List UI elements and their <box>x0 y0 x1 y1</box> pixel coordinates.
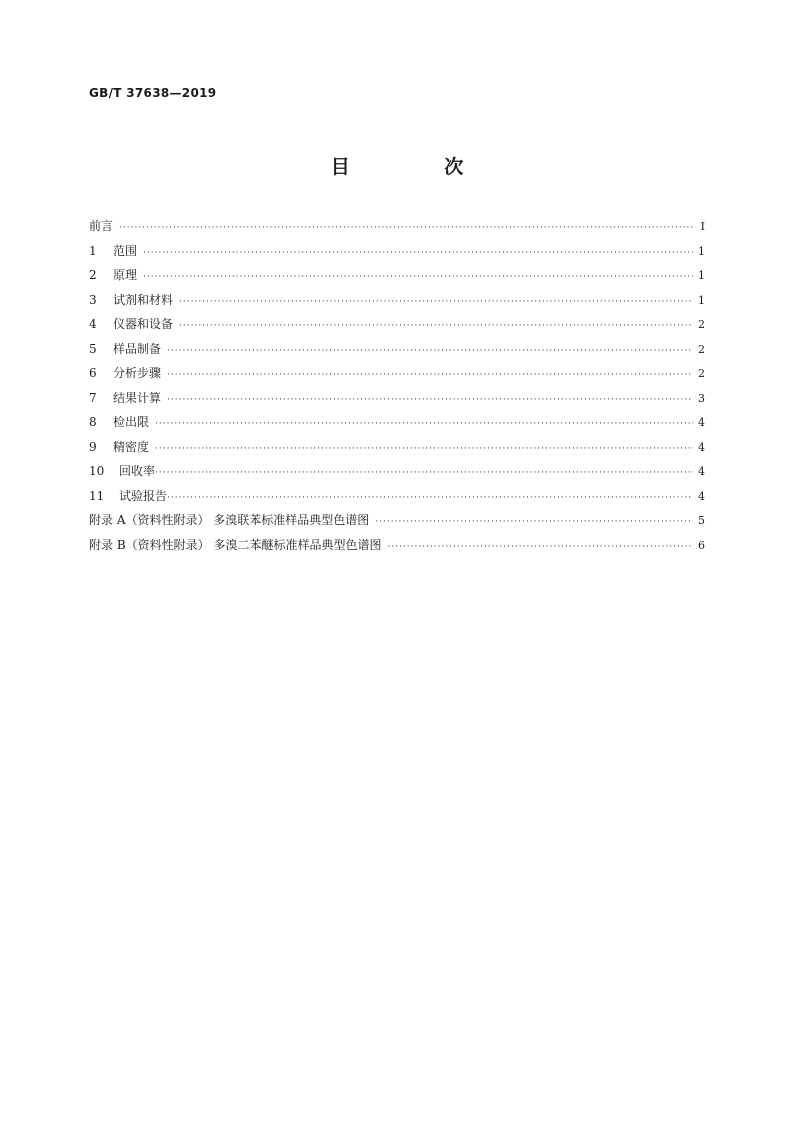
toc-dot-leader <box>143 267 693 287</box>
toc-entry-2[interactable] <box>89 265 705 290</box>
toc-entry-title: 前言 <box>89 219 114 233</box>
toc-entry-label <box>89 290 173 310</box>
toc-entry-page: 5 <box>698 514 705 527</box>
toc-entry-title: 回收率 <box>119 464 156 478</box>
toc-entry-number: 5 <box>89 341 97 356</box>
toc-dot-leader <box>375 512 693 532</box>
toc-entry-8[interactable] <box>89 412 705 437</box>
toc-entry-number: 11 <box>89 488 105 503</box>
toc-entry-page: 3 <box>698 391 705 405</box>
toc-dot-leader <box>167 390 693 410</box>
toc-entry-title: 试验报告 <box>119 488 168 503</box>
toc-dot-leader <box>179 292 693 312</box>
toc-entry-page: 4 <box>698 416 705 429</box>
toc-entry-6[interactable] <box>89 363 705 388</box>
toc-entry-10[interactable] <box>89 461 705 486</box>
toc-entry-9[interactable] <box>89 437 705 462</box>
toc-dot-leader <box>155 463 693 483</box>
toc-entry-page: 1 <box>698 293 705 307</box>
toc-dot-leader <box>143 243 693 263</box>
toc-entry-number: 6 <box>89 366 97 380</box>
toc-entry-label <box>89 461 155 481</box>
toc-entry-label <box>89 363 161 383</box>
toc-entry-4[interactable] <box>89 314 705 339</box>
toc-entry-number: 9 <box>89 439 97 454</box>
toc-dot-leader <box>155 414 693 434</box>
toc-entry-title: 试剂和材料 <box>113 292 174 307</box>
toc-entry-11[interactable] <box>89 486 705 511</box>
toc-entry-annex-b[interactable] <box>89 535 705 560</box>
toc-entry-number: 8 <box>89 415 97 429</box>
toc-entry-page: 2 <box>698 318 705 331</box>
standard-code: GB/T 37638—2019 <box>89 86 217 100</box>
toc-title: 目 次 <box>330 156 508 178</box>
toc-dot-leader <box>167 365 693 385</box>
toc-entry-page: 1 <box>698 244 705 258</box>
toc-entry-page: Ⅰ <box>700 220 705 233</box>
toc-entry-annex-a[interactable] <box>89 510 705 535</box>
toc-entry-page: 4 <box>698 440 705 454</box>
table-of-contents <box>89 216 705 559</box>
toc-dot-leader <box>155 439 693 459</box>
toc-entry-title: 精密度 <box>113 439 150 454</box>
toc-entry-title: 检出限 <box>113 415 150 429</box>
toc-entry-title: 原理 <box>113 268 138 282</box>
toc-dot-leader <box>387 537 693 557</box>
toc-entry-number: 4 <box>89 317 97 331</box>
toc-entry-3[interactable] <box>89 290 705 315</box>
toc-entry-title: 附录 A（资料性附录） 多溴联苯标准样品典型色谱图 <box>89 513 370 527</box>
toc-entry-title: 附录 B（资料性附录） 多溴二苯醚标准样品典型色谱图 <box>89 537 382 552</box>
toc-entry-number: 3 <box>89 292 97 307</box>
toc-entry-label <box>89 437 149 457</box>
toc-entry-number: 2 <box>89 268 97 282</box>
toc-entry-page: 6 <box>698 538 705 552</box>
toc-dot-leader <box>179 316 693 336</box>
toc-entry-label <box>89 339 161 359</box>
toc-entry-label <box>89 388 161 408</box>
toc-entry-label <box>89 241 137 261</box>
toc-entry-page: 1 <box>698 269 705 282</box>
toc-entry-number: 1 <box>89 243 97 258</box>
toc-entry-number: 10 <box>89 464 105 478</box>
toc-entry-foreword[interactable] <box>89 216 705 241</box>
toc-entry-page: 4 <box>698 489 705 503</box>
toc-entry-5[interactable] <box>89 339 705 364</box>
toc-entry-title: 样品制备 <box>113 341 162 356</box>
toc-entry-title: 仪器和设备 <box>113 317 174 331</box>
toc-entry-page: 2 <box>698 367 705 380</box>
toc-entry-label <box>89 265 137 285</box>
toc-entry-page: 4 <box>698 465 705 478</box>
toc-entry-label <box>89 314 173 334</box>
toc-entry-page: 2 <box>698 342 705 356</box>
toc-entry-number: 7 <box>89 390 97 405</box>
toc-dot-leader <box>167 341 693 361</box>
toc-entry-title: 分析步骤 <box>113 366 162 380</box>
toc-entry-label <box>89 486 167 506</box>
toc-entry-label <box>89 412 149 432</box>
toc-entry-title: 范围 <box>113 243 138 258</box>
toc-entry-7[interactable] <box>89 388 705 413</box>
toc-entry-1[interactable] <box>89 241 705 266</box>
toc-dot-leader <box>167 488 693 508</box>
toc-entry-title: 结果计算 <box>113 390 162 405</box>
toc-dot-leader <box>119 218 693 238</box>
